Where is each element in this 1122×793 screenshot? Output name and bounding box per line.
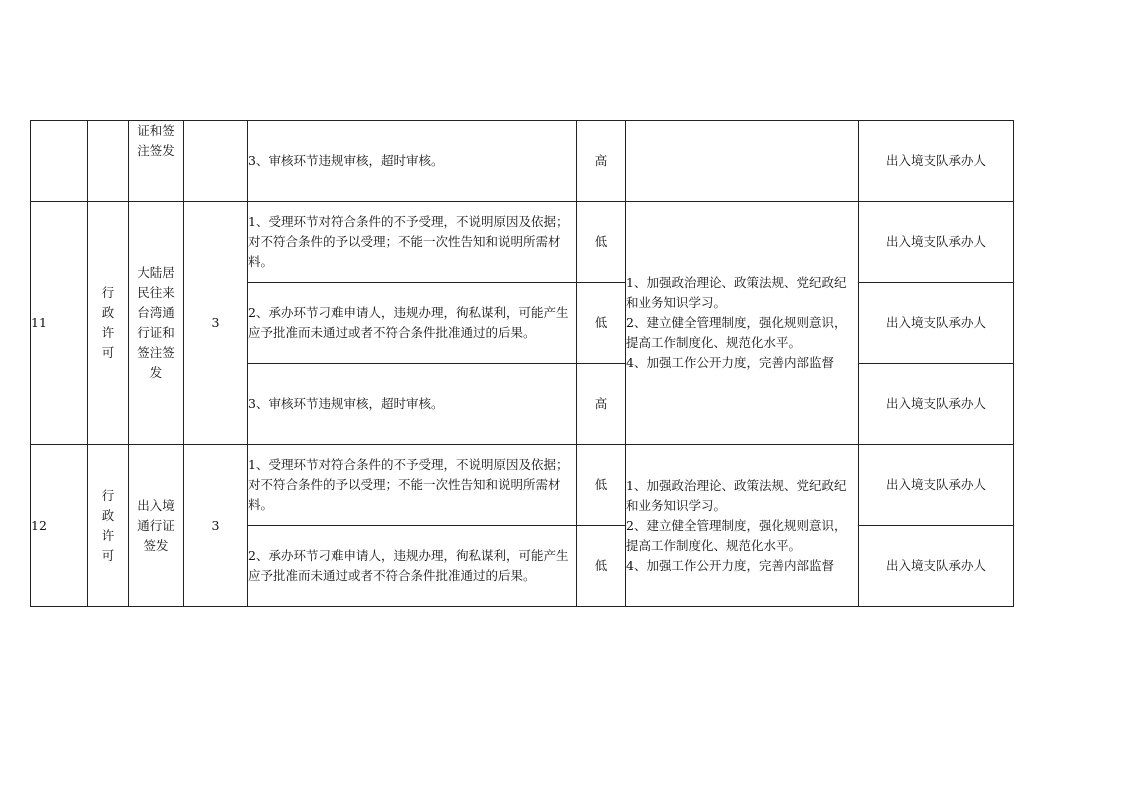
risk-description: 1、受理环节对符合条件的不予受理，不说明原因及依据；对不符合条件的予以受理；不能一次性告知和说明所需材料。 (248, 445, 577, 526)
measure-item: 1、加强政治理论、政策法规、党纪政纪和业务知识学习。 (626, 477, 847, 513)
risk-level-cell (184, 121, 248, 202)
risk-level: 3 (184, 445, 248, 607)
power-type-cell (88, 121, 129, 202)
item-name-cell (129, 121, 184, 202)
power-type: 行政许可 (101, 487, 115, 563)
responsible-party: 出入境支队承办人 (859, 202, 1014, 283)
risk-level: 3 (184, 202, 248, 445)
risk-description: 3、审核环节违规审核，超时审核。 (248, 364, 577, 445)
measure-item: 1、加强政治理论、政策法规、党纪政纪和业务知识学习。 (626, 275, 847, 310)
table-row (31, 121, 1014, 202)
risk-grade: 低 (577, 283, 626, 364)
item-name: 大陆居民往来台湾通行证和签注签发 (137, 265, 175, 380)
responsible-party: 出入境支队承办人 (859, 121, 1014, 202)
responsible-party: 出入境支队承办人 (859, 445, 1014, 526)
measures-cell (626, 121, 859, 202)
measure-item: 2、建立健全管理制度，强化规则意识，提高工作制度化、规范化水平。 (626, 517, 847, 553)
risk-description: 3、审核环节违规审核，超时审核。 (248, 121, 577, 202)
measures-cell (626, 445, 859, 607)
risk-grade: 低 (577, 526, 626, 607)
risk-grade: 高 (577, 121, 626, 202)
table-row (31, 202, 1014, 283)
risk-grade: 低 (577, 202, 626, 283)
risk-table (30, 120, 1014, 607)
row-number-cell (31, 121, 88, 202)
responsible-party: 出入境支队承办人 (859, 526, 1014, 607)
responsible-party: 出入境支队承办人 (859, 283, 1014, 364)
risk-description: 1、受理环节对符合条件的不予受理，不说明原因及依据；对不符合条件的予以受理；不能一次性告知和说明所需材料。 (248, 202, 577, 283)
table-row (31, 445, 1014, 526)
responsible-party: 出入境支队承办人 (859, 364, 1014, 445)
risk-grade: 低 (577, 445, 626, 526)
row-number: 11 (31, 202, 88, 445)
risk-grade: 高 (577, 364, 626, 445)
row-number: 12 (31, 445, 88, 607)
item-name-cell (129, 445, 184, 607)
measure-item: 4、加强工作公开力度，完善内部监督 (626, 355, 834, 370)
item-name: 出入境通行证签发 (137, 497, 175, 553)
power-type: 行政许可 (101, 285, 115, 360)
measure-item: 4、加强工作公开力度，完善内部监督 (626, 557, 834, 573)
measures-cell (626, 202, 859, 445)
risk-description: 2、承办环节刁难申请人，违规办理，徇私谋利，可能产生应予批准而未通过或者不符合条件批准通过的后果。 (248, 283, 577, 364)
measure-item: 2、建立健全管理制度，强化规则意识，提高工作制度化、规范化水平。 (626, 315, 847, 350)
item-name-cell (129, 202, 184, 445)
item-name: 证和签注签发 (137, 123, 175, 158)
power-type-cell (88, 202, 129, 445)
power-type-cell (88, 445, 129, 607)
risk-description: 2、承办环节刁难申请人，违规办理，徇私谋利，可能产生应予批准而未通过或者不符合条件批准通过的后果。 (248, 526, 577, 607)
